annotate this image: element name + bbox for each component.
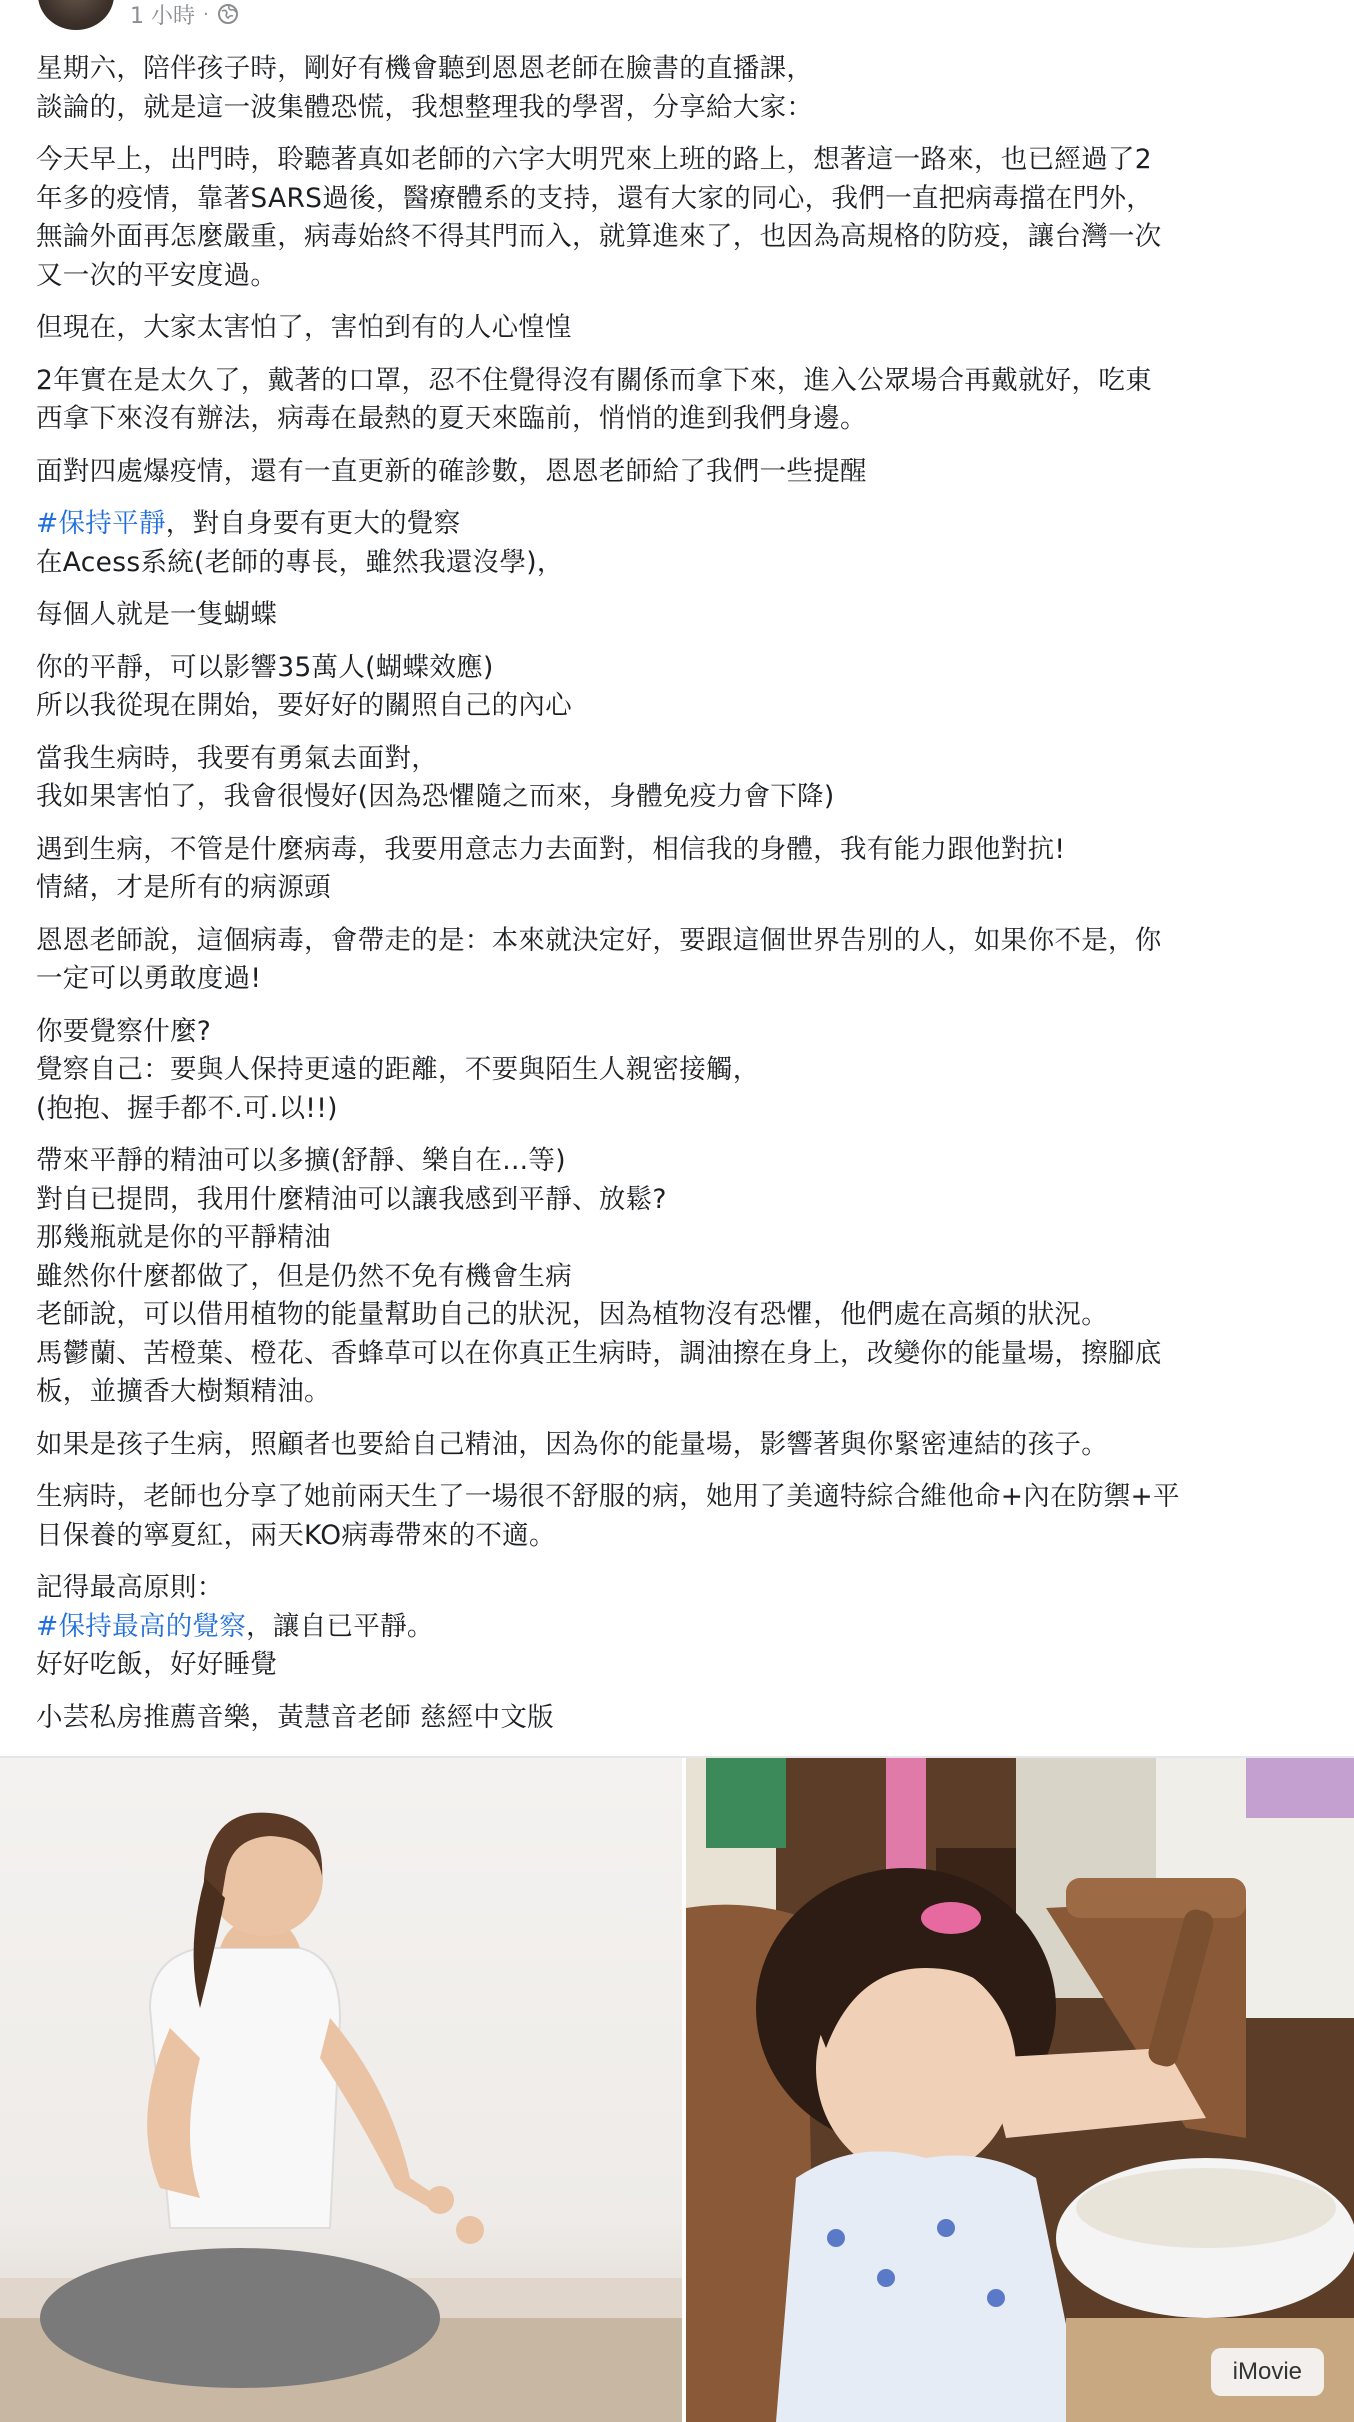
post-paragraph <box>36 505 1326 582</box>
post-text-segment: 雖然你什麼都做了，但是仍然不免有機會生病 <box>36 1260 572 1292</box>
post-text-segment: 每個人就是一隻蝴蝶 <box>36 599 278 630</box>
post-text-segment: 板，並擴香大樹類精油。 <box>36 1376 331 1407</box>
post-line <box>36 649 1326 688</box>
post-text-segment: 2年實在是太久了，戴著的口罩，忍不住覺得沒有關係而拿下來，進入公眾場合再戴就好，吃東 <box>36 364 1152 396</box>
hashtag-link[interactable]: #保持平靜 <box>36 508 166 539</box>
post-line <box>36 218 1326 257</box>
post-line <box>36 1013 1326 1052</box>
post-line <box>36 505 1326 544</box>
post-text-segment: 覺察自己：要與人保持更遠的距離，不要與陌生人親密接觸， <box>36 1054 760 1085</box>
post-paragraph <box>36 362 1326 439</box>
post-text-segment: 我如果害怕了，我會很慢好(因為恐懼隨之而來，身體免疫力會下降) <box>36 781 835 812</box>
child-eating-photo[interactable] <box>686 1758 1354 2422</box>
post-paragraph <box>36 1569 1326 1685</box>
post-paragraph <box>36 596 1326 635</box>
post-paragraph <box>36 1142 1326 1412</box>
post-paragraph <box>36 453 1326 492</box>
post-line <box>36 1699 1326 1738</box>
post-text-segment: 生病時，老師也分享了她前兩天生了一場很不舒服的病，她用了美適特綜合維他命+內在防禦+平 <box>36 1481 1180 1512</box>
post-line <box>36 1517 1326 1556</box>
post-text-segment: 又一次的平安度過。 <box>36 259 278 291</box>
post-line <box>36 50 1326 89</box>
hashtag-link[interactable]: #保持最高的覺察 <box>36 1610 247 1642</box>
post-paragraph <box>36 1478 1326 1555</box>
post-text-segment: 如果是孩子生病，照顧者也要給自己精油，因為你的能量場，影響著與你緊密連結的孩子。 <box>36 1428 1108 1460</box>
post-text-segment: 你要覺察什麼? <box>36 1015 212 1047</box>
post-line <box>36 89 1326 128</box>
post-text-segment: 老師說，可以借用植物的能量幫助自己的狀況，因為植物沒有恐懼，他們處在高頻的狀況。 <box>36 1299 1108 1330</box>
post-text-segment: 馬鬱蘭、苦橙葉、橙花、香蜂草可以在你真正生病時，調油擦在身上，改變你的能量場，擦腳底 <box>36 1337 1162 1369</box>
post-header <box>0 0 1354 34</box>
post-text-segment: 那幾瓶就是你的平靜精油 <box>36 1222 331 1253</box>
post-line <box>36 453 1326 492</box>
post-paragraph <box>36 309 1326 348</box>
post-text-segment: 所以我從現在開始，要好好的關照自己的內心 <box>36 690 572 721</box>
post-text-segment: 今天早上，出門時，聆聽著真如老師的六字大明咒來上班的路上，想著這一路來，也已經過了2 <box>36 144 1152 175</box>
post-text-segment: ，讓自已平靜。 <box>246 1610 434 1642</box>
post-text-segment: 好好吃飯，好好睡覺 <box>36 1649 278 1680</box>
post-line <box>36 1219 1326 1258</box>
post-body <box>36 50 1326 1751</box>
post-paragraph <box>36 1013 1326 1129</box>
post-text-segment: 年多的疫情，靠著SARS過後，醫療體系的支持，還有大家的同心，我們一直把病毒擋在門外， <box>36 182 1154 214</box>
photo-grid <box>0 1758 1354 2422</box>
post-line <box>36 922 1326 961</box>
post-text-segment: 對自已提問，我用什麼精油可以讓我感到平靜、放鬆? <box>36 1183 667 1215</box>
post-paragraph <box>36 922 1326 999</box>
post-paragraph <box>36 1426 1326 1465</box>
post-line <box>36 687 1326 726</box>
post-line <box>36 1090 1326 1129</box>
post-line <box>36 1569 1326 1608</box>
post-text-segment: ，對自身要有更大的覺察 <box>165 508 461 539</box>
post-paragraph <box>36 740 1326 817</box>
post-paragraph <box>36 831 1326 908</box>
post-text-segment: 在Acess系統(老師的專長，雖然我還沒學)， <box>36 546 564 578</box>
post-line <box>36 1051 1326 1090</box>
post-text-segment: 西拿下來沒有辦法，病毒在最熱的夏天來臨前，悄悄的進到我們身邊。 <box>36 403 867 434</box>
post-line <box>36 869 1326 908</box>
post-line <box>36 1296 1326 1335</box>
post-text-segment: 但現在，大家太害怕了，害怕到有的人心惶惶 <box>36 312 572 343</box>
post-line <box>36 778 1326 817</box>
post-paragraph <box>36 649 1326 726</box>
post-line <box>36 309 1326 348</box>
post-line <box>36 362 1326 401</box>
post-line <box>36 1426 1326 1465</box>
post-text-segment: 無論外面再怎麼嚴重，病毒始終不得其門而入，就算進來了，也因為高規格的防疫，讓台灣一次 <box>36 221 1162 252</box>
post-line <box>36 1181 1326 1220</box>
post-text-segment: (抱抱、握手都不.可.以!!) <box>36 1092 338 1124</box>
post-line <box>36 1258 1326 1297</box>
post-line <box>36 596 1326 635</box>
post-line <box>36 400 1326 439</box>
post-text-segment: 當我生病時，我要有勇氣去面對， <box>36 742 438 774</box>
globe-icon[interactable] <box>217 3 239 25</box>
post-text-segment: 帶來平靜的精油可以多擴(舒靜、樂自在...等) <box>36 1145 566 1176</box>
post-timestamp[interactable]: 1 小時 <box>130 3 195 29</box>
post-paragraph <box>36 50 1326 127</box>
post-line <box>36 740 1326 779</box>
post-line <box>36 1335 1326 1374</box>
post-text-segment: 一定可以勇敢度過! <box>36 963 262 994</box>
post-meta <box>130 0 239 28</box>
post-text-segment: 恩恩老師說，這個病毒，會帶走的是：本來就決定好，要跟這個世界告別的人，如果你不是，你 <box>36 924 1162 956</box>
post-line <box>36 831 1326 870</box>
post-text-segment: 你的平靜，可以影響35萬人(蝴蝶效應) <box>36 651 494 683</box>
post-text-segment: 日保養的寧夏紅，兩天KO病毒帶來的不適。 <box>36 1519 556 1551</box>
post-text-segment: 情緒，才是所有的病源頭 <box>36 872 331 903</box>
author-avatar[interactable] <box>38 0 114 30</box>
imovie-badge[interactable]: iMovie <box>1211 2348 1324 2396</box>
post-line <box>36 141 1326 180</box>
post-line <box>36 1142 1326 1181</box>
post-line <box>36 1608 1326 1647</box>
post-text-segment: 小芸私房推薦音樂，黃慧音老師 慈經中文版 <box>36 1701 554 1733</box>
post-text-segment: 遇到生病，不管是什麼病毒，我要用意志力去面對，相信我的身體，我有能力跟他對抗! <box>36 833 1066 865</box>
post-paragraph <box>36 141 1326 295</box>
post-text-segment: 星期六，陪伴孩子時，剛好有機會聽到恩恩老師在臉書的直播課， <box>36 53 814 84</box>
post-text-segment: 面對四處爆疫情，還有一直更新的確診數，恩恩老師給了我們一些提醒 <box>36 455 867 487</box>
post-line <box>36 544 1326 583</box>
post-line <box>36 960 1326 999</box>
post-line <box>36 1373 1326 1412</box>
meditation-photo[interactable] <box>0 1758 682 2422</box>
meta-separator: · <box>203 3 209 25</box>
post-line <box>36 1646 1326 1685</box>
post-line <box>36 1478 1326 1517</box>
post-text-segment: 談論的，就是這一波集體恐慌，我想整理我的學習，分享給大家： <box>36 91 814 123</box>
post-text-segment: 記得最高原則： <box>36 1572 224 1603</box>
post-line <box>36 257 1326 296</box>
post-line <box>36 180 1326 219</box>
post-paragraph <box>36 1699 1326 1738</box>
